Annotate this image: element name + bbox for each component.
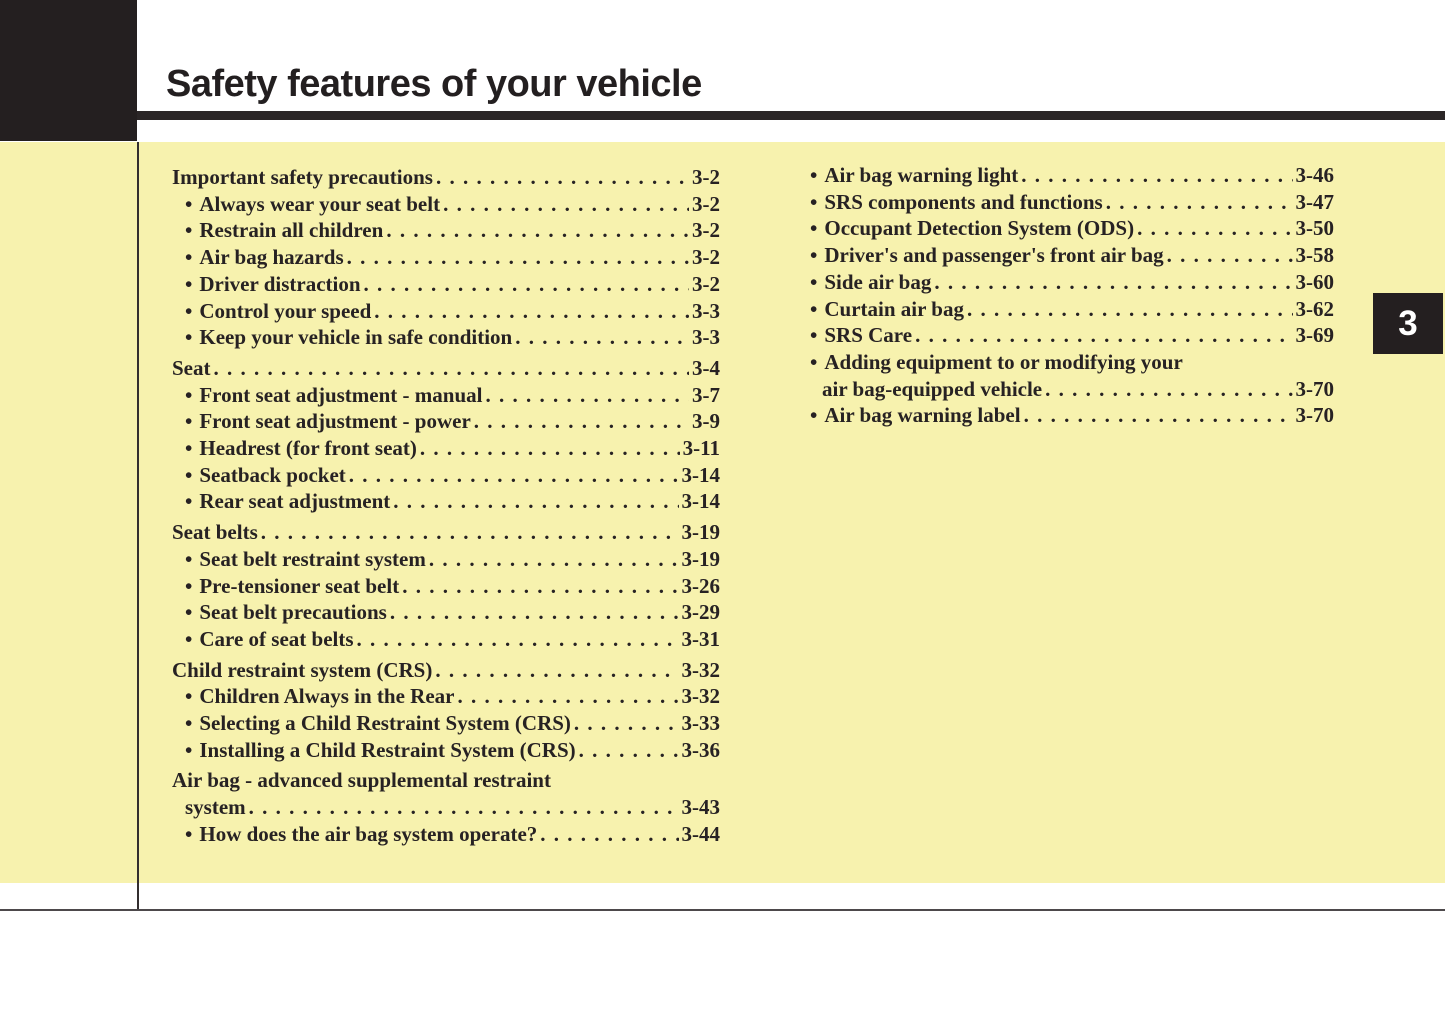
- toc-entry-page: 3-62: [1295, 296, 1334, 321]
- toc-column-right: [797, 162, 1334, 429]
- dot-leader: [1167, 242, 1293, 269]
- toc-entry-label: Occupant Detection System (ODS): [824, 216, 1135, 241]
- toc-entry-label: Control your speed: [199, 298, 372, 323]
- toc-entry-page: 3-3: [692, 298, 720, 323]
- dot-leader: [515, 324, 689, 351]
- toc-entry-page: 3-26: [681, 573, 720, 598]
- toc-entry-label: Curtain air bag: [824, 296, 964, 321]
- toc-entry-page: 3-19: [681, 546, 720, 571]
- toc-sub-entry: [172, 573, 720, 600]
- toc-entry-label: Seat belts: [172, 520, 258, 545]
- toc-sub-entry: [172, 546, 720, 573]
- toc-sub-entry: [172, 462, 720, 489]
- dot-leader: [967, 296, 1293, 323]
- toc-entry-page: 3-32: [681, 657, 720, 682]
- toc-entry-label: How does the air bag system operate?: [199, 821, 538, 846]
- bullet-icon: •: [810, 216, 818, 241]
- toc-entry-label: Side air bag: [824, 269, 932, 294]
- toc-entry-label: Always wear your seat belt: [199, 191, 441, 216]
- toc-sub-entry: [172, 488, 720, 515]
- toc-entry-label: Installing a Child Restraint System (CRS): [199, 737, 576, 762]
- toc-section-entry: [172, 164, 720, 191]
- bullet-icon: •: [185, 546, 193, 571]
- dot-leader: [402, 573, 678, 600]
- toc-entry-label: Driver's and passenger's front air bag: [824, 243, 1164, 268]
- toc-entry-page: 3-33: [681, 711, 720, 736]
- toc-entry-label: Pre-tensioner seat belt: [199, 573, 400, 598]
- toc-entry-label: Air bag hazards: [199, 245, 344, 270]
- toc-entry-label: Front seat adjustment - manual: [199, 382, 483, 407]
- toc-entry-page: 3-50: [1295, 216, 1334, 241]
- dot-leader: [214, 355, 690, 382]
- toc-entry-label: Rear seat adjustment: [199, 489, 391, 514]
- toc-entry-label: Children Always in the Rear: [199, 684, 455, 709]
- toc-sub-entry: [172, 244, 720, 271]
- bullet-icon: •: [810, 323, 818, 348]
- toc-sub-entry: [172, 710, 720, 737]
- toc-sub-entry: [797, 269, 1334, 296]
- toc-sub-entry: [797, 296, 1334, 323]
- toc-entry-page: 3-58: [1295, 243, 1334, 268]
- toc-sub-entry: [797, 162, 1334, 189]
- toc-column-left: [172, 164, 720, 848]
- toc-sub-entry: [172, 382, 720, 409]
- bullet-icon: •: [185, 191, 193, 216]
- bullet-icon: •: [810, 269, 818, 294]
- toc-section-entry: [172, 657, 720, 684]
- bullet-icon: •: [810, 403, 818, 428]
- toc-entry-page: 3-29: [681, 600, 720, 625]
- toc-entry-label: Front seat adjustment - power: [199, 409, 471, 434]
- bullet-icon: •: [185, 382, 193, 407]
- toc-sub-entry: [172, 217, 720, 244]
- toc-sub-entry: [172, 626, 720, 653]
- toc-section-entry: [172, 355, 720, 382]
- page-title: Safety features of your vehicle: [166, 63, 702, 105]
- toc-entry-label: Seatback pocket: [199, 462, 346, 487]
- margin-divider-line: [137, 142, 139, 911]
- dot-leader: [374, 298, 689, 325]
- toc-entry-label: Seat: [172, 355, 211, 380]
- bullet-icon: •: [185, 409, 193, 434]
- bullet-icon: •: [185, 684, 193, 709]
- dot-leader: [1106, 189, 1293, 216]
- dot-leader: [579, 737, 679, 764]
- toc-sub-entry: [172, 324, 720, 351]
- toc-entry-page: 3-32: [681, 684, 720, 709]
- toc-entry-page: 3-2: [692, 165, 720, 189]
- toc-entry-label: Headrest (for front seat): [199, 436, 417, 461]
- bullet-icon: •: [185, 462, 193, 487]
- toc-entry-page: 3-3: [692, 325, 720, 350]
- bullet-icon: •: [185, 436, 193, 461]
- toc-sub-entry: [172, 435, 720, 462]
- toc-entry-label: air bag-equipped vehicle: [822, 376, 1043, 401]
- toc-entry-page: 3-11: [682, 436, 720, 461]
- dot-leader: [1137, 215, 1292, 242]
- dot-leader: [1045, 376, 1292, 403]
- dot-leader: [349, 462, 679, 489]
- toc-entry-page: 3-14: [681, 489, 720, 514]
- dot-leader: [436, 164, 689, 191]
- bullet-icon: •: [185, 489, 193, 514]
- dot-leader: [393, 488, 678, 515]
- bullet-icon: •: [185, 271, 193, 296]
- toc-sub-entry: [172, 408, 720, 435]
- toc-section-entry: [172, 519, 720, 546]
- bullet-icon: •: [810, 189, 818, 214]
- dot-leader: [364, 271, 689, 298]
- toc-entry-page: 3-2: [692, 191, 720, 216]
- dot-leader: [934, 269, 1292, 296]
- toc-entry-page: 3-70: [1295, 403, 1334, 428]
- bullet-icon: •: [185, 737, 193, 762]
- bullet-icon: •: [810, 163, 818, 187]
- toc-entry-page: 3-2: [692, 271, 720, 296]
- toc-section-entry: [172, 767, 720, 794]
- toc-entry-page: 3-44: [681, 821, 720, 846]
- dot-leader: [1021, 162, 1292, 189]
- toc-entry-page: 3-9: [692, 409, 720, 434]
- dot-leader: [420, 435, 680, 462]
- toc-sub-entry: [172, 821, 720, 848]
- toc-sub-entry: [172, 298, 720, 325]
- toc-entry-label: Driver distraction: [199, 271, 361, 296]
- chapter-number: 3: [1398, 303, 1418, 343]
- bullet-icon: •: [185, 325, 193, 350]
- toc-entry-page: 3-70: [1295, 376, 1334, 401]
- bullet-icon: •: [185, 218, 193, 243]
- toc-sub-entry: [797, 376, 1334, 403]
- toc-sub-entry: [172, 794, 720, 821]
- toc-entry-label: SRS components and functions: [824, 189, 1103, 214]
- toc-entry-label: Air bag warning light: [824, 163, 1019, 187]
- bullet-icon: •: [810, 243, 818, 268]
- title-rule-line: [137, 111, 1445, 120]
- dot-leader: [485, 382, 689, 409]
- bullet-icon: •: [185, 298, 193, 323]
- dot-leader: [574, 710, 679, 737]
- toc-sub-entry: [797, 402, 1334, 429]
- dot-leader: [915, 322, 1292, 349]
- dot-leader: [435, 657, 678, 684]
- bullet-icon: •: [185, 821, 193, 846]
- dot-leader: [540, 821, 678, 848]
- dot-leader: [357, 626, 679, 653]
- toc-entry-page: 3-46: [1295, 163, 1334, 187]
- toc-sub-entry: [797, 349, 1334, 376]
- toc-sub-entry: [797, 215, 1334, 242]
- toc-entry-label: Important safety precautions: [172, 165, 433, 189]
- toc-entry-label: Adding equipment to or modifying your: [824, 349, 1183, 374]
- toc-entry-label: Seat belt restraint system: [199, 546, 426, 571]
- dot-leader: [261, 519, 679, 546]
- chapter-corner-block: [0, 0, 137, 141]
- dot-leader: [249, 794, 679, 821]
- toc-entry-page: 3-4: [692, 355, 720, 380]
- dot-leader: [443, 191, 689, 218]
- footer-rule-line: [0, 909, 1445, 911]
- bullet-icon: •: [810, 349, 818, 374]
- toc-entry-page: 3-47: [1295, 189, 1334, 214]
- bullet-icon: •: [185, 626, 193, 651]
- toc-entry-page: 3-69: [1295, 323, 1334, 348]
- toc-entry-label: Selecting a Child Restraint System (CRS): [199, 711, 571, 736]
- toc-entry-page: 3-43: [681, 795, 720, 820]
- toc-entry-label: Care of seat belts: [199, 626, 354, 651]
- toc-sub-entry: [797, 242, 1334, 269]
- toc-entry-page: 3-36: [681, 737, 720, 762]
- toc-sub-entry: [797, 189, 1334, 216]
- toc-entry-label: Seat belt precautions: [199, 600, 387, 625]
- toc-entry-label: Child restraint system (CRS): [172, 657, 433, 682]
- toc-entry-label: Keep your vehicle in safe condition: [199, 325, 513, 350]
- toc-entry-page: 3-2: [692, 218, 720, 243]
- dot-leader: [347, 244, 689, 271]
- toc-sub-entry: [172, 683, 720, 710]
- toc-entry-page: 3-2: [692, 245, 720, 270]
- bullet-icon: •: [185, 573, 193, 598]
- toc-sub-entry: [172, 271, 720, 298]
- toc-entry-label: Air bag warning label: [824, 403, 1021, 428]
- toc-sub-entry: [172, 737, 720, 764]
- dot-leader: [386, 217, 689, 244]
- dot-leader: [1024, 402, 1293, 429]
- dot-leader: [474, 408, 689, 435]
- dot-leader: [429, 546, 679, 573]
- toc-sub-entry: [797, 322, 1334, 349]
- dot-leader: [458, 683, 679, 710]
- toc-sub-entry: [172, 191, 720, 218]
- toc-entry-page: 3-31: [681, 626, 720, 651]
- bullet-icon: •: [185, 711, 193, 736]
- toc-entry-label: SRS Care: [824, 323, 913, 348]
- toc-entry-label: Restrain all children: [199, 218, 384, 243]
- toc-entry-label: system: [185, 795, 246, 820]
- chapter-tab: [1373, 293, 1443, 354]
- toc-entry-page: 3-19: [681, 520, 720, 545]
- dot-leader: [390, 599, 679, 626]
- bullet-icon: •: [185, 245, 193, 270]
- bullet-icon: •: [185, 600, 193, 625]
- toc-entry-page: 3-60: [1295, 269, 1334, 294]
- toc-entry-label: Air bag - advanced supplemental restraint: [172, 768, 551, 793]
- toc-entry-page: 3-14: [681, 462, 720, 487]
- bullet-icon: •: [810, 296, 818, 321]
- toc-entry-page: 3-7: [692, 382, 720, 407]
- toc-sub-entry: [172, 599, 720, 626]
